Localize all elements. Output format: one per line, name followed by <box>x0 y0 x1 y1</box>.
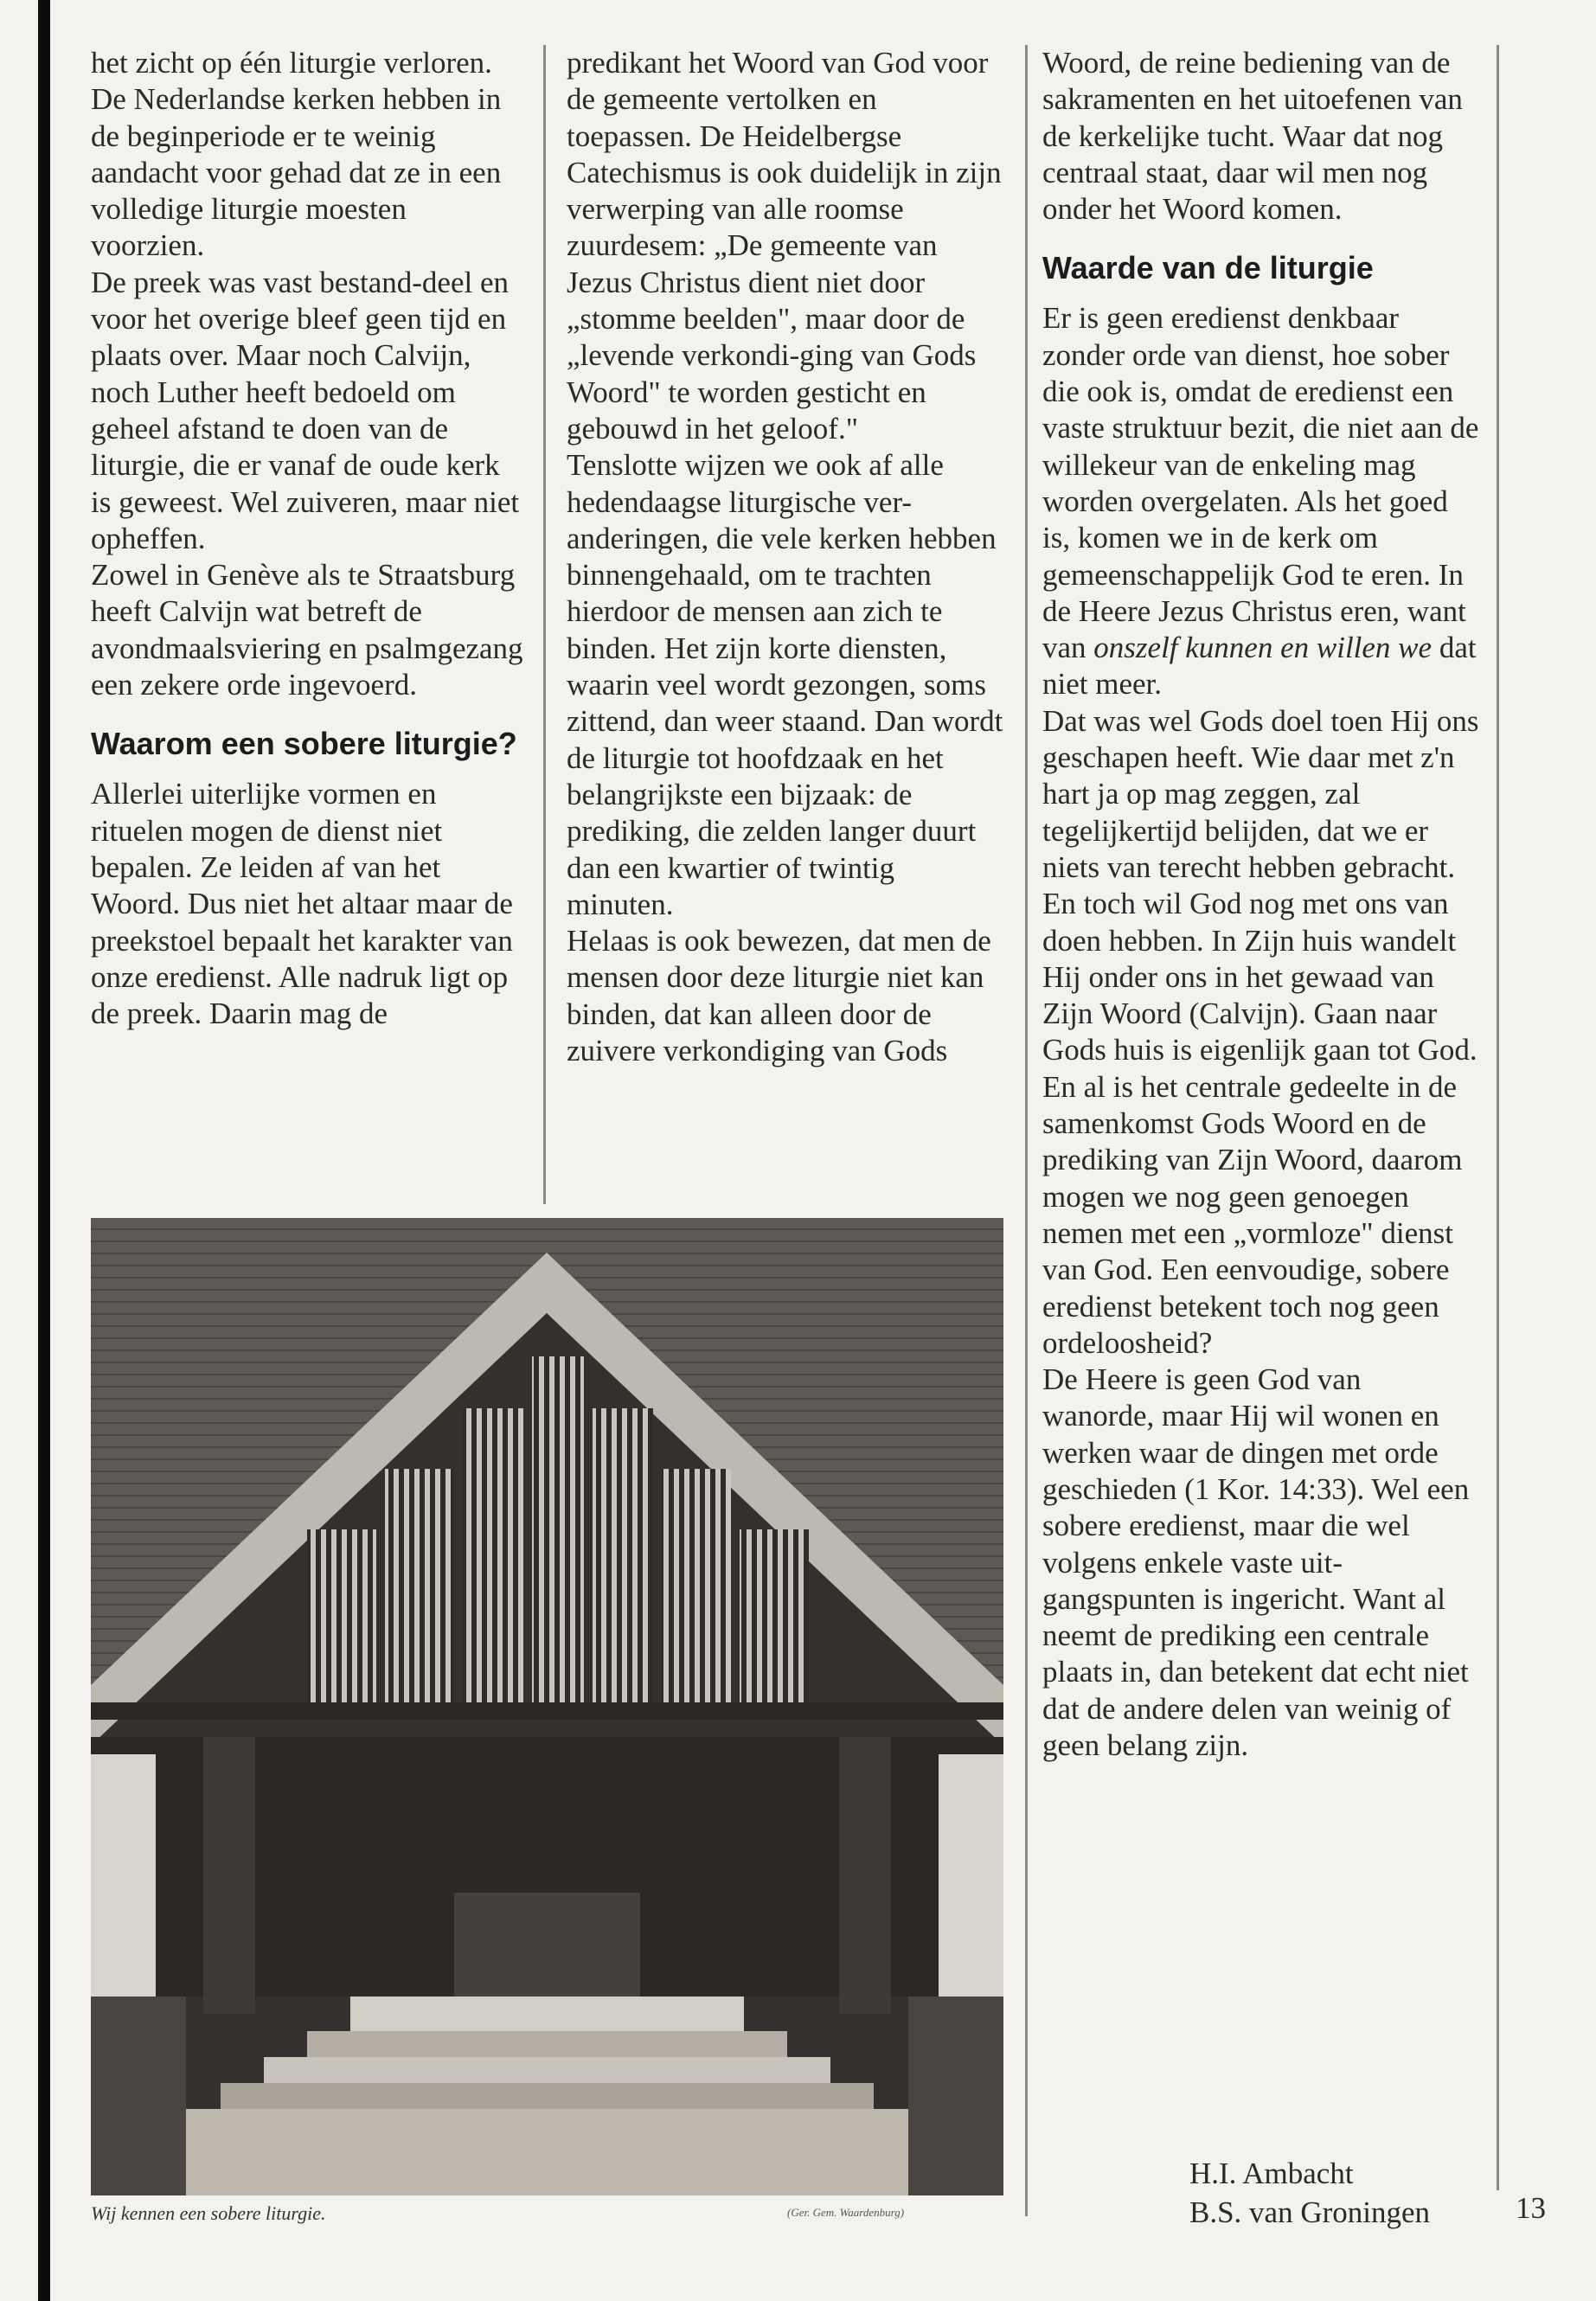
photo-caption: Wij kennen een sobere liturgie. <box>91 2202 326 2224</box>
author-line-2: B.S. van Groningen <box>1189 2195 1431 2229</box>
col1-heading: Waarom een sobere liturgie? <box>91 726 517 762</box>
col2-paragraph-2: Tenslotte wijzen we ook af alle hedendaagse liturgische ver-anderingen, die vele kerken hebben binnengehaald, om te trachten hierdoor de mensen aan zich te binden. Het zijn korte diensten, waarin veel wordt gezongen, soms zittend, dan weer staand. Dan wordt de liturgie tot hoofdzaak en het belangrijkste een bijzaak: de prediking, die zelden langer duurt dan een kwartier of twintig minuten. <box>567 448 1003 921</box>
author-line-1: H.I. Ambacht <box>1189 2157 1354 2190</box>
col3-paragraph-2-italic: onszelf kunnen en willen we <box>1093 631 1433 665</box>
column-rule-3 <box>1497 45 1499 2190</box>
column-2 <box>567 45 1003 1069</box>
col3-paragraph-3: Dat was wel Gods doel toen Hij ons geschapen heeft. Wie daar met z'n hart ja op mag zeggen, zal tegelijkertijd belijden, dat we er niets van terecht hebben gebracht. <box>1042 703 1479 884</box>
col3-paragraph-2-text: Er is geen eredienst denkbaar zonder orde van dienst, hoe sober die ook is, omdat de eredienst een vaste struktuur bezit, die niet aan de willekeur van de enkeling mag worden overgelaten. Als het goed is, komen we in de kerk om gemeenschappelijk God te eren. In de Heere Jezus Christus eren, want van <box>1042 301 1479 665</box>
col3-paragraph-2 <box>1042 300 1479 702</box>
col3-paragraph-4: En toch wil God nog met ons van doen hebben. In Zijn huis wandelt Hij onder ons in het gewaad van Zijn Woord (Calvijn). Gaan naar Gods huis is eigenlijk gaan tot God. En al is het centrale gedeelte in de samenkomst Gods Woord en de prediking van Zijn Woord, daarom mogen we nog geen genoegen nemen met een „vormloze" dienst van God. Een eenvoudige, sobere eredienst betekent toch nog geen ordeloosheid? <box>1042 887 1477 1360</box>
col1-paragraph-1: het zicht op één liturgie verloren. De Nederlandse kerken hebben in de beginperiode er te weinig aandacht voor gehad dat ze in een volledige liturgie moesten voorzien. <box>91 46 502 263</box>
col2-paragraph-1: predikant het Woord van God voor de gemeente vertolken en toepassen. De Heidelbergse Catechismus is ook duidelijk in zijn verwerping van alle roomse zuurdesem: „De gemeente van Jezus Christus dient niet door „stomme beelden", maar door de „levende verkondi-ging van Gods Woord" te worden gesticht en gebouwd in het geloof." <box>567 46 1002 445</box>
column-rule-1 <box>543 45 546 1204</box>
page-binding-edge <box>38 0 50 2301</box>
col3-paragraph-1: Woord, de reine bediening van de sakramenten en het uitoefenen van de kerkelijke tucht. Waar dat nog centraal staat, daar wil men nog onder het Woord komen. <box>1042 46 1463 227</box>
page-number: 13 <box>1516 2191 1546 2225</box>
photo-credit: (Ger. Gem. Waardenburg) <box>787 2206 905 2219</box>
church-interior-photo <box>91 1218 1003 2195</box>
col1-paragraph-3: Zowel in Genève als te Straatsburg heeft Calvijn wat betreft de avondmaalsviering en psalmgezang een zekere orde ingevoerd. <box>91 558 523 702</box>
col3-heading: Waarde van de liturgie <box>1042 250 1374 286</box>
col2-paragraph-3: Helaas is ook bewezen, dat men de mensen door deze liturgie niet kan binden, dat kan alleen door de zuivere verkondiging van Gods <box>567 924 991 1068</box>
col1-paragraph-4: Allerlei uiterlijke vormen en rituelen mogen de dienst niet bepalen. Ze leiden af van het Woord. Dus niet het altaar maar de preekstoel bepaalt het karakter van onze eredienst. Alle nadruk ligt op de preek. Daarin mag de <box>91 777 513 1031</box>
column-rule-2 <box>1025 45 1028 2216</box>
column-3 <box>1042 45 1479 1764</box>
column-1 <box>91 45 523 1032</box>
col3-paragraph-2-end: dat niet meer. <box>1042 631 1477 702</box>
col3-paragraph-5: De Heere is geen God van wanorde, maar Hij wil wonen en werken waar de dingen met orde geschieden (1 Kor. 14:33). Wel een sobere eredienst, maar die wel volgens enkele vaste uit-gangspunten is ingericht. Want al neemt de prediking een centrale plaats in, dan betekent dat echt niet dat de andere delen van weinig of geen belang zijn. <box>1042 1362 1470 1763</box>
author-signature <box>1189 2154 1430 2232</box>
col1-paragraph-2: De preek was vast bestand-deel en voor het overige bleef geen tijd en plaats over. Maar noch Calvijn, noch Luther heeft bedoeld om geheel afstand te doen van de liturgie, die er vanaf de oude kerk is geweest. Wel zuiveren, maar niet opheffen. <box>91 265 520 555</box>
